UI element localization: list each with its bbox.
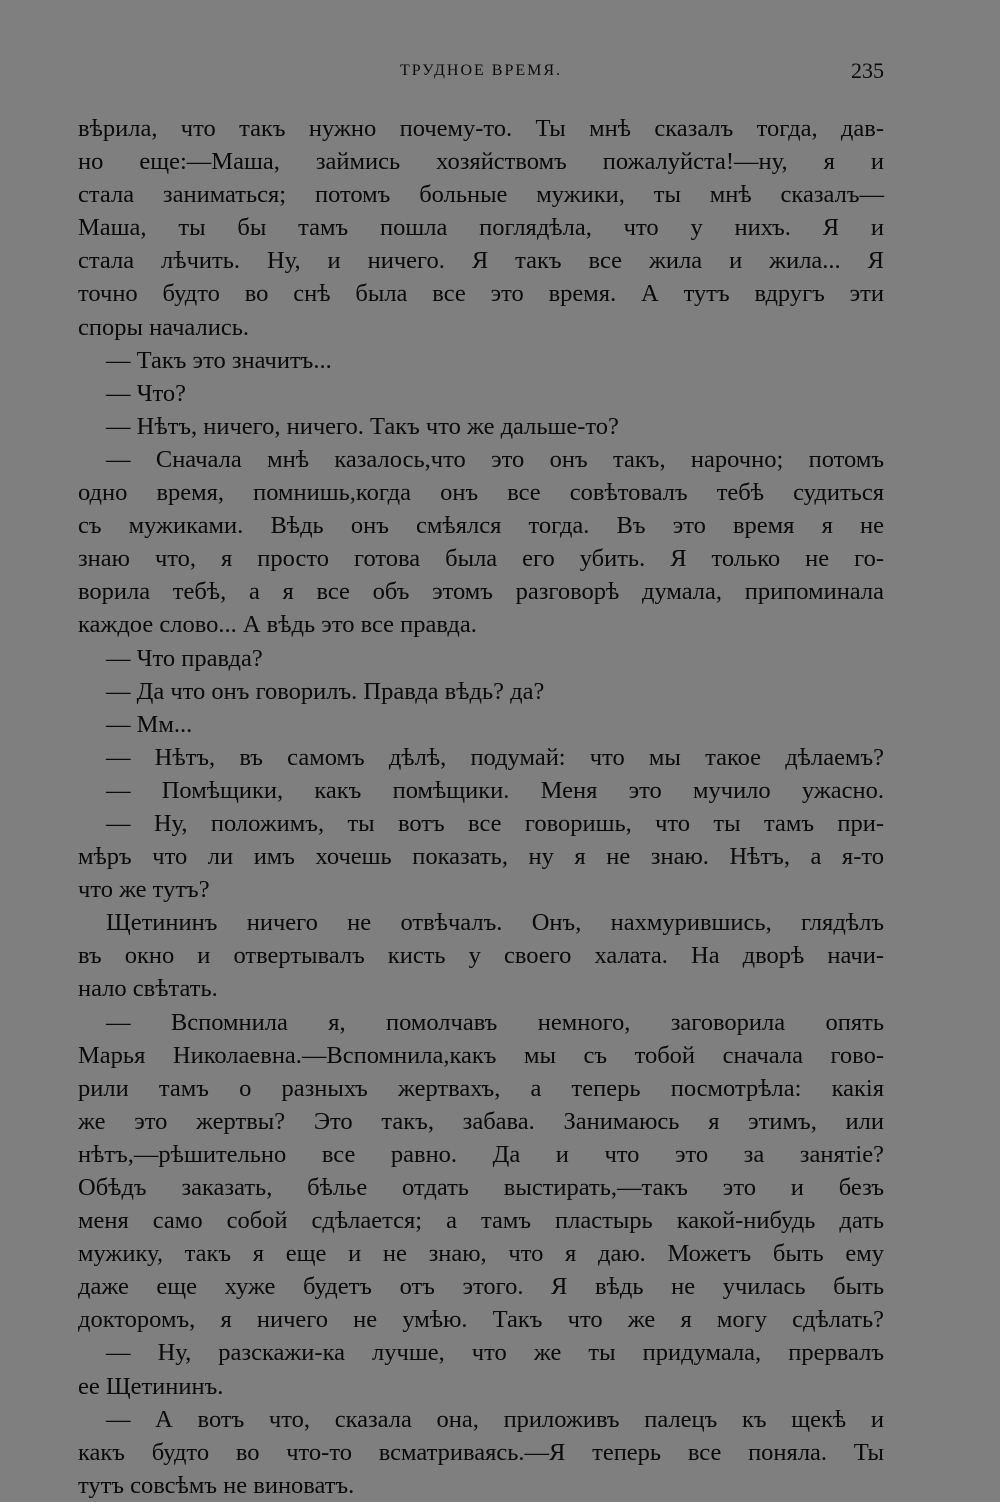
text-line: вѣрила, что такъ нужно почему-то. Ты мнѣ сказалъ тогда, дав- [78, 115, 884, 142]
page-header [78, 58, 884, 90]
text-line: — Помѣщики, какъ помѣщики. Меня это мучило ужасно. [106, 776, 884, 804]
text-line: знаю что, я просто готова была его убить. Я только не го- [78, 545, 884, 573]
text-line: — Что правда? [106, 644, 263, 672]
text-line: мѣръ что ли имъ хочешь показать, ну я не знаю. Нѣтъ, а я-то [78, 843, 884, 871]
text-line: — Мм... [106, 710, 193, 738]
text-line: докторомъ, я ничего не умѣю. Такъ что же я могу сдѣлать? [78, 1306, 884, 1334]
text-line: Щетининъ ничего не отвѣчалъ. Онъ, нахмурившись, глядѣлъ [106, 909, 884, 937]
text-line: — Нѣтъ, въ самомъ дѣлѣ, подумай: что мы такое дѣлаемъ? [106, 743, 884, 771]
text-line: — Что? [106, 379, 187, 407]
text-line: даже еще хуже будетъ отъ этого. Я вѣдь не училась быть [78, 1273, 884, 1301]
text-line: Маша, ты бы тамъ пошла поглядѣла, что у нихъ. Я и [78, 214, 884, 242]
body-text [78, 112, 884, 1502]
text-line: ворила тебѣ, а я все объ этомъ разговорѣ думала, припоминала [78, 578, 884, 606]
text-line: — Нѣтъ, ничего, ничего. Такъ что же дальше-то? [106, 412, 619, 440]
text-line: нѣтъ,—рѣшительно все равно. Да и что это за занятіе? [78, 1140, 884, 1168]
text-line: споры начались. [78, 313, 249, 341]
text-line: — Вспомнила я, помолчавъ немного, заговорила опять [106, 1008, 884, 1036]
text-line: же это жертвы? Это такъ, забава. Занимаюсь я этимъ, или [78, 1107, 884, 1135]
text-line: тутъ совсѣмъ не виноватъ. [78, 1471, 355, 1499]
text-line: — А вотъ что, сказала она, приложивъ палецъ къ щекѣ и [106, 1405, 884, 1433]
text-line: ее Щетининъ. [78, 1372, 224, 1400]
text-line: — Ну, разскажи-ка лучше, что же ты придумала, прервалъ [106, 1339, 884, 1367]
text-line: — Такъ это значитъ... [106, 346, 332, 374]
page-number: 235 [851, 58, 884, 83]
running-head: ТРУДНОЕ ВРЕМЯ. [399, 62, 563, 79]
text-line: — Сначала мнѣ казалось,что это онъ такъ, нарочно; потомъ [106, 445, 884, 473]
text-line: точно будто во снѣ была все это время. А тутъ вдругъ эти [78, 280, 884, 308]
text-line: что же тутъ? [78, 876, 210, 904]
text-line: въ окно и отвертывалъ кисть у своего халата. На дворѣ начи- [78, 942, 884, 970]
text-line: нало свѣтать. [78, 975, 218, 1003]
text-line: меня само собой сдѣлается; а тамъ пластырь какой-нибудь дать [78, 1207, 884, 1235]
text-line: каждое слово... А вѣдь это все правда. [78, 611, 477, 639]
text-line: но еще:—Маша, займись хозяйствомъ пожалуйста!—ну, я и [78, 148, 884, 176]
text-line: Обѣдъ заказать, бѣлье отдать выстирать,—такъ это и безъ [78, 1174, 884, 1201]
text-line: какъ будто во что-то всматриваясь.—Я теперь все поняла. Ты [78, 1438, 884, 1466]
text-line: одно время, помнишь,когда онъ все совѣтовалъ тебѣ судиться [78, 479, 884, 507]
text-line: съ мужиками. Вѣдь онъ смѣялся тогда. Въ это время я не [78, 512, 884, 540]
text-line: стала лѣчить. Ну, и ничего. Я такъ все жила и жила... Я [78, 247, 884, 275]
text-line: рили тамъ о разныхъ жертвахъ, а теперь посмотрѣла: какія [78, 1074, 884, 1102]
text-line: мужику, такъ я еще и не знаю, что я даю. Можетъ быть ему [78, 1240, 884, 1268]
text-line: стала заниматься; потомъ больные мужики, ты мнѣ сказалъ— [78, 181, 884, 209]
text-line: Марья Николаевна.—Вспомнила,какъ мы съ тобой сначала гово- [78, 1041, 884, 1069]
text-line: — Да что онъ говорилъ. Правда вѣдь? да? [106, 677, 545, 705]
text-line: — Ну, положимъ, ты вотъ все говоришь, что ты тамъ при- [106, 809, 884, 837]
